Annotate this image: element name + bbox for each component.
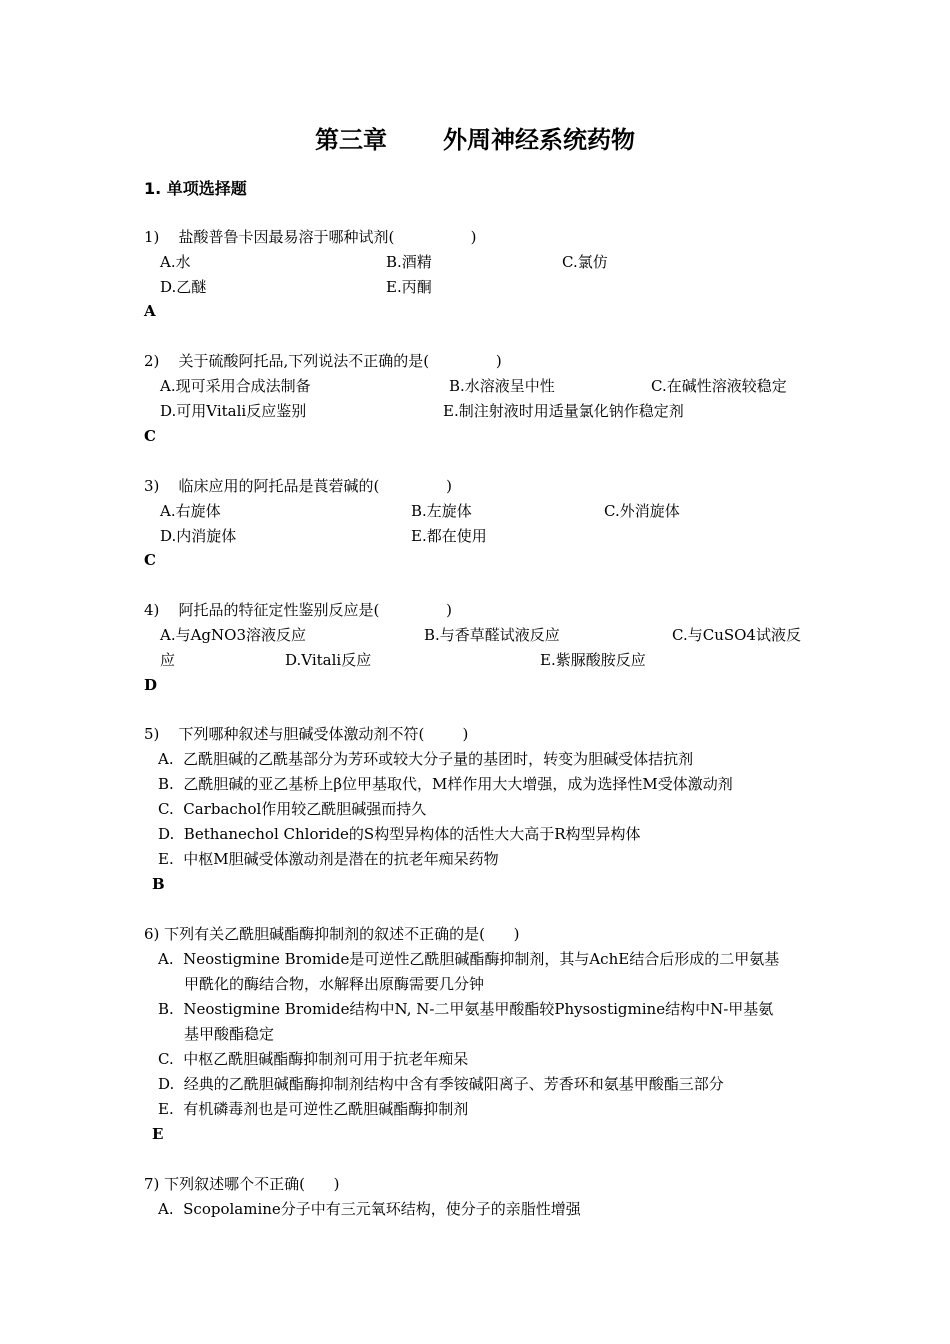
- option: C.外消旋体: [604, 502, 680, 520]
- option: A.右旋体: [160, 502, 221, 520]
- option: C.在碱性溶液较稳定: [651, 377, 787, 395]
- option: E.紫脲酸胺反应: [540, 651, 646, 669]
- option: B.酒精: [386, 253, 432, 271]
- answer: D: [144, 676, 158, 694]
- question-stem: 1) 盐酸普鲁卡因最易溶于哪种试剂( ): [144, 228, 477, 246]
- answer: C: [144, 551, 156, 569]
- option: D.Vitali反应: [285, 651, 372, 669]
- option-continuation: 甲酰化的酶结合物，水解释出原酶需要几分钟: [184, 975, 485, 993]
- answer: B: [152, 875, 165, 893]
- option: E.丙酮: [386, 278, 432, 296]
- option: D.内消旋体: [160, 527, 237, 545]
- answer: E: [152, 1125, 164, 1143]
- option: C.与CuSO4试液反: [672, 626, 801, 644]
- option: B. Neostigmine Bromide结构中N, N-二甲氨基甲酸酯较Physostigmine结构中N-甲基氨: [158, 1000, 774, 1018]
- question-stem: 3) 临床应用的阿托品是莨菪碱的( ): [144, 477, 452, 495]
- option: A. 乙酰胆碱的乙酰基部分为芳环或较大分子量的基团时，转变为胆碱受体拮抗剂: [158, 750, 694, 768]
- option: D.可用Vitali反应鉴别: [160, 402, 307, 420]
- option: C. Carbachol作用较乙酰胆碱强而持久: [158, 800, 427, 818]
- option: A.与AgNO3溶液反应: [160, 626, 307, 644]
- option: B.与香草醛试液反应: [424, 626, 560, 644]
- option: E.都在使用: [411, 527, 487, 545]
- option: C.氯仿: [562, 253, 608, 271]
- option: B.水溶液呈中性: [449, 377, 555, 395]
- question-stem: 4) 阿托品的特征定性鉴别反应是( ): [144, 601, 452, 619]
- option: E. 中枢M胆碱受体激动剂是潜在的抗老年痴呆药物: [158, 850, 499, 868]
- option: B. 乙酰胆碱的亚乙基桥上β位甲基取代，M样作用大大增强，成为选择性M受体激动剂: [158, 775, 733, 793]
- question-stem: 5) 下列哪种叙述与胆碱受体激动剂不符( ): [144, 725, 469, 743]
- answer: C: [144, 427, 156, 445]
- question-stem: 6) 下列有关乙酰胆碱酯酶抑制剂的叙述不正确的是( ): [144, 925, 520, 943]
- chapter-number: 第三章: [315, 126, 387, 154]
- section-heading: 1. 单项选择题: [144, 179, 247, 198]
- option: D. 经典的乙酰胆碱酯酶抑制剂结构中含有季铵碱阳离子、芳香环和氨基甲酸酯三部分: [158, 1075, 724, 1093]
- option: C. 中枢乙酰胆碱酯酶抑制剂可用于抗老年痴呆: [158, 1050, 469, 1068]
- option: B.左旋体: [411, 502, 472, 520]
- option: 应: [160, 651, 176, 669]
- question-stem: 2) 关于硫酸阿托品,下列说法不正确的是( ): [144, 352, 502, 370]
- answer: A: [144, 302, 156, 320]
- option-continuation: 基甲酸酯稳定: [184, 1025, 275, 1043]
- option: E. 有机磷毒剂也是可逆性乙酰胆碱酯酶抑制剂: [158, 1100, 469, 1118]
- option: E.制注射液时用适量氯化钠作稳定剂: [443, 402, 684, 420]
- option: A.现可采用合成法制备: [160, 377, 311, 395]
- question-stem: 7) 下列叙述哪个不正确( ): [144, 1175, 340, 1193]
- option: D. Bethanechol Chloride的S构型异构体的活性大大高于R构型异构体: [158, 825, 641, 843]
- option: A. Neostigmine Bromide是可逆性乙酰胆碱酯酶抑制剂，其与AchE结合后形成的二甲氨基: [158, 950, 780, 968]
- option: D.乙醚: [160, 278, 207, 296]
- option: A.水: [160, 253, 191, 271]
- chapter-name: 外周神经系统药物: [443, 126, 635, 154]
- chapter-title: [0, 120, 950, 155]
- option: A. Scopolamine分子中有三元氧环结构，使分子的亲脂性增强: [158, 1200, 581, 1218]
